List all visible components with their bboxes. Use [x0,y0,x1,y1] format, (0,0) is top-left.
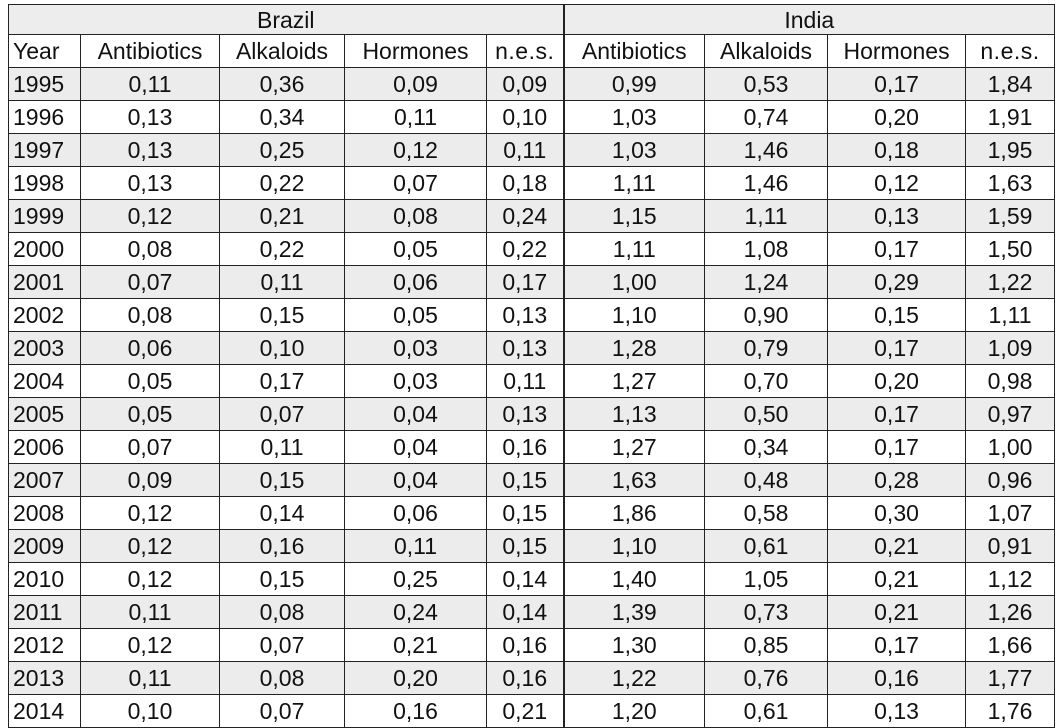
cell-india-alkaloids: 0,53 [705,68,828,101]
cell-brazil-alkaloids: 0,11 [220,266,345,299]
cell-india-nes: 1,84 [966,68,1055,101]
cell-india-hormones: 0,13 [828,695,966,728]
cell-india-nes: 0,96 [966,464,1055,497]
cell-year: 2000 [9,233,81,266]
data-table-container [8,4,1054,728]
cell-india-antibiotics: 1,27 [564,365,705,398]
column-header-brazil-hormones: Hormones [345,35,487,68]
cell-brazil-hormones: 0,08 [345,200,487,233]
cell-india-hormones: 0,17 [828,68,966,101]
cell-brazil-hormones: 0,05 [345,299,487,332]
cell-brazil-alkaloids: 0,22 [220,233,345,266]
cell-india-nes: 1,59 [966,200,1055,233]
cell-india-antibiotics: 1,03 [564,134,705,167]
cell-year: 2013 [9,662,81,695]
cell-brazil-antibiotics: 0,10 [81,695,220,728]
cell-brazil-antibiotics: 0,12 [81,530,220,563]
cell-india-hormones: 0,17 [828,398,966,431]
cell-brazil-antibiotics: 0,08 [81,233,220,266]
cell-india-hormones: 0,29 [828,266,966,299]
cell-india-hormones: 0,28 [828,464,966,497]
cell-india-alkaloids: 0,74 [705,101,828,134]
cell-brazil-antibiotics: 0,12 [81,629,220,662]
cell-brazil-alkaloids: 0,14 [220,497,345,530]
cell-year: 1996 [9,101,81,134]
cell-brazil-antibiotics: 0,05 [81,365,220,398]
cell-india-antibiotics: 1,27 [564,431,705,464]
cell-brazil-alkaloids: 0,25 [220,134,345,167]
cell-india-alkaloids: 1,08 [705,233,828,266]
cell-brazil-alkaloids: 0,15 [220,563,345,596]
cell-brazil-hormones: 0,04 [345,464,487,497]
cell-brazil-nes: 0,13 [487,398,564,431]
cell-brazil-nes: 0,13 [487,332,564,365]
column-header-india-nes: n.e.s. [966,35,1055,68]
cell-india-alkaloids: 0,85 [705,629,828,662]
cell-india-alkaloids: 0,58 [705,497,828,530]
cell-brazil-alkaloids: 0,15 [220,464,345,497]
cell-brazil-nes: 0,09 [487,68,564,101]
column-header-brazil-nes: n.e.s. [487,35,564,68]
cell-india-hormones: 0,21 [828,596,966,629]
cell-brazil-nes: 0,18 [487,167,564,200]
cell-brazil-nes: 0,11 [487,365,564,398]
cell-brazil-nes: 0,16 [487,662,564,695]
cell-india-nes: 1,95 [966,134,1055,167]
cell-year: 1998 [9,167,81,200]
cell-brazil-alkaloids: 0,11 [220,431,345,464]
cell-brazil-nes: 0,10 [487,101,564,134]
cell-year: 2008 [9,497,81,530]
cell-brazil-nes: 0,14 [487,596,564,629]
cell-brazil-nes: 0,22 [487,233,564,266]
cell-year: 1995 [9,68,81,101]
table-row [9,563,1055,596]
cell-brazil-hormones: 0,03 [345,332,487,365]
table-body [9,68,1055,728]
cell-india-antibiotics: 0,99 [564,68,705,101]
cell-india-hormones: 0,17 [828,431,966,464]
cell-india-hormones: 0,18 [828,134,966,167]
cell-year: 2010 [9,563,81,596]
cell-brazil-hormones: 0,07 [345,167,487,200]
table-row [9,68,1055,101]
cell-india-hormones: 0,13 [828,200,966,233]
column-header-row [9,35,1055,68]
cell-brazil-nes: 0,15 [487,530,564,563]
cell-brazil-hormones: 0,06 [345,266,487,299]
group-header-india: India [564,5,1055,35]
cell-brazil-antibiotics: 0,13 [81,167,220,200]
cell-brazil-alkaloids: 0,07 [220,629,345,662]
cell-year: 2014 [9,695,81,728]
table-row [9,134,1055,167]
table-row [9,497,1055,530]
cell-india-nes: 1,91 [966,101,1055,134]
cell-india-antibiotics: 1,13 [564,398,705,431]
cell-india-antibiotics: 1,39 [564,596,705,629]
cell-india-hormones: 0,21 [828,563,966,596]
cell-india-hormones: 0,17 [828,629,966,662]
cell-brazil-nes: 0,15 [487,464,564,497]
cell-india-nes: 1,00 [966,431,1055,464]
cell-year: 2005 [9,398,81,431]
cell-year: 1997 [9,134,81,167]
cell-brazil-nes: 0,13 [487,299,564,332]
cell-brazil-alkaloids: 0,07 [220,398,345,431]
column-header-india-antibiotics: Antibiotics [564,35,705,68]
cell-india-hormones: 0,15 [828,299,966,332]
cell-brazil-antibiotics: 0,07 [81,431,220,464]
cell-year: 2003 [9,332,81,365]
cell-brazil-hormones: 0,20 [345,662,487,695]
cell-brazil-hormones: 0,09 [345,68,487,101]
cell-india-nes: 1,77 [966,662,1055,695]
cell-brazil-nes: 0,24 [487,200,564,233]
cell-india-nes: 1,63 [966,167,1055,200]
cell-brazil-nes: 0,15 [487,497,564,530]
cell-brazil-hormones: 0,04 [345,398,487,431]
cell-brazil-antibiotics: 0,08 [81,299,220,332]
column-header-brazil-alkaloids: Alkaloids [220,35,345,68]
column-header-india-hormones: Hormones [828,35,966,68]
cell-india-hormones: 0,12 [828,167,966,200]
cell-brazil-alkaloids: 0,10 [220,332,345,365]
cell-brazil-antibiotics: 0,12 [81,200,220,233]
cell-india-alkaloids: 0,90 [705,299,828,332]
column-header-brazil-antibiotics: Antibiotics [81,35,220,68]
cell-india-antibiotics: 1,11 [564,167,705,200]
cell-brazil-hormones: 0,11 [345,530,487,563]
cell-brazil-antibiotics: 0,13 [81,134,220,167]
cell-india-antibiotics: 1,28 [564,332,705,365]
cell-brazil-hormones: 0,04 [345,431,487,464]
cell-india-alkaloids: 0,61 [705,530,828,563]
table-row [9,200,1055,233]
cell-brazil-antibiotics: 0,11 [81,662,220,695]
column-header-india-alkaloids: Alkaloids [705,35,828,68]
table-row [9,233,1055,266]
cell-brazil-antibiotics: 0,05 [81,398,220,431]
cell-india-antibiotics: 1,10 [564,299,705,332]
cell-india-nes: 0,91 [966,530,1055,563]
cell-india-alkaloids: 0,76 [705,662,828,695]
cell-brazil-hormones: 0,03 [345,365,487,398]
cell-year: 2006 [9,431,81,464]
cell-year: 1999 [9,200,81,233]
cell-india-hormones: 0,17 [828,332,966,365]
cell-brazil-alkaloids: 0,08 [220,662,345,695]
cell-india-alkaloids: 1,46 [705,167,828,200]
cell-india-alkaloids: 0,48 [705,464,828,497]
cell-brazil-hormones: 0,24 [345,596,487,629]
cell-india-nes: 1,50 [966,233,1055,266]
cell-brazil-nes: 0,16 [487,431,564,464]
cell-india-antibiotics: 1,03 [564,101,705,134]
data-table [8,4,1055,728]
cell-year: 2009 [9,530,81,563]
cell-india-nes: 0,98 [966,365,1055,398]
table-row [9,266,1055,299]
cell-india-nes: 1,76 [966,695,1055,728]
group-header-row [9,5,1055,35]
cell-brazil-nes: 0,17 [487,266,564,299]
cell-india-antibiotics: 1,00 [564,266,705,299]
cell-brazil-antibiotics: 0,11 [81,68,220,101]
cell-india-antibiotics: 1,22 [564,662,705,695]
table-row [9,629,1055,662]
cell-india-alkaloids: 1,24 [705,266,828,299]
cell-brazil-alkaloids: 0,22 [220,167,345,200]
cell-india-antibiotics: 1,86 [564,497,705,530]
cell-brazil-hormones: 0,06 [345,497,487,530]
cell-india-nes: 1,09 [966,332,1055,365]
cell-brazil-nes: 0,16 [487,629,564,662]
cell-india-alkaloids: 1,05 [705,563,828,596]
cell-year: 2007 [9,464,81,497]
cell-india-antibiotics: 1,30 [564,629,705,662]
cell-india-hormones: 0,17 [828,233,966,266]
table-row [9,101,1055,134]
cell-india-nes: 1,66 [966,629,1055,662]
cell-brazil-hormones: 0,21 [345,629,487,662]
cell-brazil-hormones: 0,11 [345,101,487,134]
cell-brazil-nes: 0,11 [487,134,564,167]
group-header-brazil: Brazil [9,5,564,35]
cell-brazil-antibiotics: 0,11 [81,596,220,629]
cell-india-alkaloids: 1,11 [705,200,828,233]
cell-brazil-antibiotics: 0,06 [81,332,220,365]
cell-brazil-antibiotics: 0,07 [81,266,220,299]
cell-india-antibiotics: 1,20 [564,695,705,728]
cell-india-alkaloids: 0,34 [705,431,828,464]
cell-year: 2002 [9,299,81,332]
table-row [9,596,1055,629]
column-header-year: Year [9,35,81,68]
cell-india-alkaloids: 0,70 [705,365,828,398]
cell-brazil-nes: 0,14 [487,563,564,596]
cell-brazil-antibiotics: 0,09 [81,464,220,497]
cell-india-hormones: 0,16 [828,662,966,695]
table-row [9,398,1055,431]
cell-india-alkaloids: 0,50 [705,398,828,431]
cell-brazil-alkaloids: 0,21 [220,200,345,233]
cell-india-hormones: 0,21 [828,530,966,563]
cell-india-antibiotics: 1,40 [564,563,705,596]
cell-india-antibiotics: 1,15 [564,200,705,233]
cell-year: 2011 [9,596,81,629]
cell-brazil-alkaloids: 0,07 [220,695,345,728]
cell-india-nes: 1,26 [966,596,1055,629]
cell-india-hormones: 0,20 [828,365,966,398]
cell-brazil-alkaloids: 0,16 [220,530,345,563]
cell-india-antibiotics: 1,11 [564,233,705,266]
cell-brazil-alkaloids: 0,36 [220,68,345,101]
cell-india-antibiotics: 1,63 [564,464,705,497]
cell-india-nes: 1,07 [966,497,1055,530]
table-row [9,167,1055,200]
cell-india-alkaloids: 0,61 [705,695,828,728]
cell-india-hormones: 0,20 [828,101,966,134]
table-row [9,464,1055,497]
cell-brazil-nes: 0,21 [487,695,564,728]
cell-india-nes: 1,12 [966,563,1055,596]
cell-brazil-alkaloids: 0,34 [220,101,345,134]
cell-brazil-antibiotics: 0,12 [81,563,220,596]
cell-brazil-alkaloids: 0,17 [220,365,345,398]
table-row [9,299,1055,332]
cell-india-nes: 0,97 [966,398,1055,431]
cell-brazil-alkaloids: 0,08 [220,596,345,629]
cell-india-alkaloids: 1,46 [705,134,828,167]
cell-brazil-antibiotics: 0,13 [81,101,220,134]
table-row [9,695,1055,728]
cell-brazil-hormones: 0,12 [345,134,487,167]
table-row [9,530,1055,563]
cell-year: 2001 [9,266,81,299]
cell-brazil-hormones: 0,05 [345,233,487,266]
cell-brazil-hormones: 0,16 [345,695,487,728]
cell-brazil-alkaloids: 0,15 [220,299,345,332]
cell-india-hormones: 0,30 [828,497,966,530]
cell-india-antibiotics: 1,10 [564,530,705,563]
table-row [9,662,1055,695]
cell-india-nes: 1,11 [966,299,1055,332]
cell-brazil-antibiotics: 0,12 [81,497,220,530]
cell-year: 2012 [9,629,81,662]
table-row [9,365,1055,398]
cell-india-nes: 1,22 [966,266,1055,299]
cell-year: 2004 [9,365,81,398]
table-row [9,431,1055,464]
cell-brazil-hormones: 0,25 [345,563,487,596]
cell-india-alkaloids: 0,73 [705,596,828,629]
cell-india-alkaloids: 0,79 [705,332,828,365]
table-row [9,332,1055,365]
